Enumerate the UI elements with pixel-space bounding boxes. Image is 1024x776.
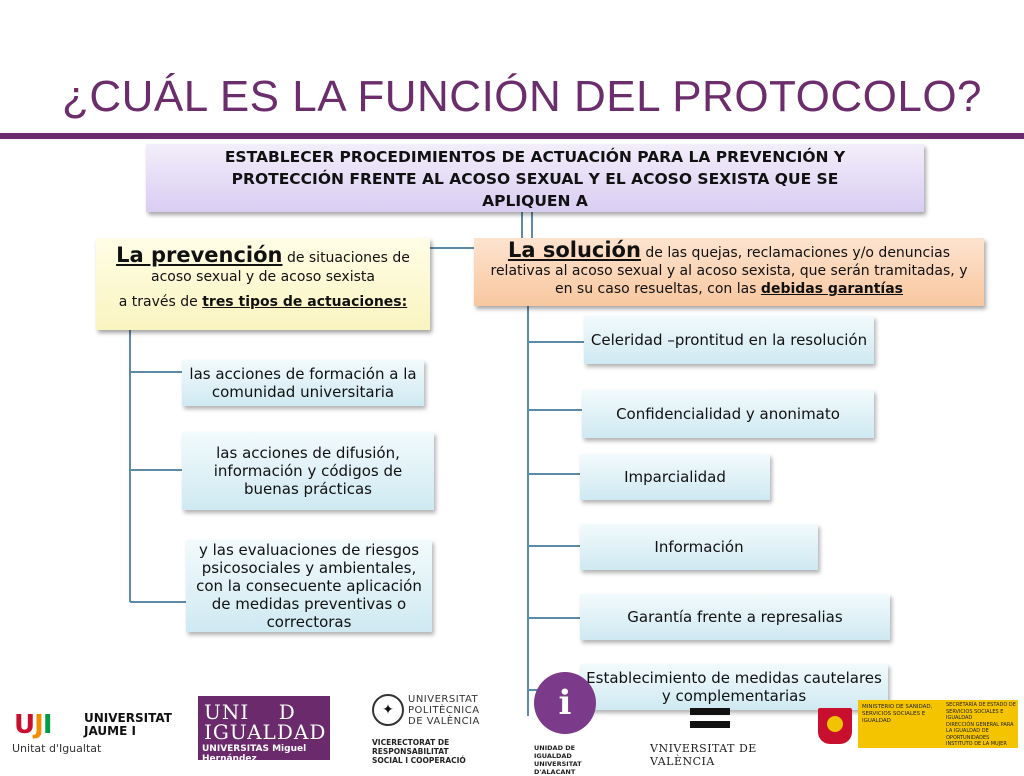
- ua-line-1: UNIDAD DE IGUALDAD: [534, 744, 576, 760]
- ua-igualdad-logo: [534, 672, 604, 776]
- prevention-actions-label: tres tipos de actuaciones:: [202, 294, 408, 310]
- solution-guarantees-label: debidas garantías: [760, 281, 903, 297]
- uji-name-line-1: UNIVERSITAT: [84, 711, 172, 725]
- guarantee-information: Información: [580, 524, 818, 570]
- uji-name-line-2: JAUME I: [84, 724, 136, 738]
- solution-heading: La solución: [507, 238, 641, 262]
- prevention-heading: La prevención: [116, 243, 283, 267]
- protocol-purpose-box: [146, 144, 924, 212]
- prevention-item-dissemination: las acciones de difusión, información y códigos de buenas prácticas: [182, 432, 434, 510]
- purpose-line-1: ESTABLECER PROCEDIMIENTOS DE ACTUACIÓN PARA LA PREVENCIÓN Y: [224, 148, 846, 166]
- ua-line-2: UNIVERSITAT D'ALACANT: [534, 760, 582, 776]
- ministry-name: MINISTERIO DE SANIDAD, SERVICIOS SOCIALES E IGUALDAD: [862, 704, 933, 724]
- upv-name-line-2: POLITÈCNICA: [408, 705, 480, 716]
- uji-logo: [10, 706, 170, 756]
- prevention-item-risk-evaluation: y las evaluaciones de riesgos psicosociales y ambientales, con la consecuente aplicación de medidas preventivas o correctoras: [186, 540, 432, 632]
- upv-seal-icon: ✦: [372, 694, 404, 726]
- solution-box: [474, 238, 984, 306]
- guarantee-confidentiality: Confidencialidad y anonimato: [582, 390, 874, 438]
- upv-logo: [372, 694, 482, 765]
- guarantee-no-reprisals: Garantía frente a represalias: [580, 594, 890, 640]
- ministry-dept-1: SECRETARÍA DE ESTADO DE SERVICIOS SOCIALES E IGUALDAD: [946, 702, 1016, 721]
- prevention-box: [96, 238, 430, 330]
- guarantee-celerity: Celeridad –prontitud en la resolución: [584, 316, 874, 364]
- purpose-line-2: PROTECCIÓN FRENTE AL ACOSO SEXUAL Y EL ACOSO SEXISTA QUE SE: [231, 170, 839, 188]
- slide-title: ¿CUÁL ES LA FUNCIÓN DEL PROTOCOLO?: [62, 72, 983, 121]
- umh-uni: UNI: [204, 700, 250, 724]
- umh-line-2: IGUALDAD: [204, 720, 327, 744]
- uji-name: [84, 712, 172, 738]
- prevention-item-training: las acciones de formación a la comunidad universitaria: [182, 360, 424, 406]
- uji-mark-icon: UJI: [14, 710, 52, 740]
- uv-logo: [650, 708, 780, 768]
- ministry-departments: [946, 702, 1018, 748]
- spain-shield-icon: [818, 708, 852, 744]
- upv-name-line-1: UNIVERSITAT: [408, 694, 479, 705]
- umh-igualdad-logo: [198, 696, 330, 764]
- upv-vic-line-2: SOCIAL I COOPERACIÓ: [372, 756, 466, 765]
- ministry-logo: [818, 700, 1018, 748]
- ministry-dept-3: INSTITUTO DE LA MUJER: [946, 741, 1007, 747]
- upv-name: [408, 694, 480, 727]
- prevention-text: de situaciones de acoso sexual y de acoso sexista: [151, 250, 410, 285]
- upv-name-line-3: DE VALÈNCIA: [408, 716, 480, 727]
- uji-unit: Unitat d'Igualtat: [12, 742, 102, 755]
- purpose-line-3: APLIQUEN A: [482, 192, 588, 210]
- umh-d: D: [278, 700, 296, 724]
- umh-line-3: UNIVERSITAS Miguel Hernández: [202, 744, 307, 764]
- upv-vicerectorat: [372, 738, 482, 765]
- uv-equal-icon: [690, 708, 730, 736]
- ua-text: [534, 744, 614, 776]
- guarantee-impartiality: Imparcialidad: [580, 454, 770, 500]
- guarantee-precautionary-measures: Establecimiento de medidas cautelares y complementarias: [580, 664, 888, 710]
- ministry-dept-2: DIRECCIÓN GENERAL PARA LA IGUALDAD DE OPORTUNIDADES: [946, 721, 1014, 741]
- uv-name: VNIVERSITAT DE VALÈNCIA: [650, 742, 757, 768]
- upv-vic-line-1: VICERECTORAT DE RESPONSABILITAT: [372, 738, 450, 756]
- ua-mark-icon: i: [534, 672, 596, 734]
- prevention-via-text: a través de: [118, 294, 198, 310]
- solution-text: de las quejas, reclamaciones y/o denuncias relativas al acoso sexual y al acoso sexista, que serán tramitadas, y en su caso resueltas, con las: [490, 245, 968, 297]
